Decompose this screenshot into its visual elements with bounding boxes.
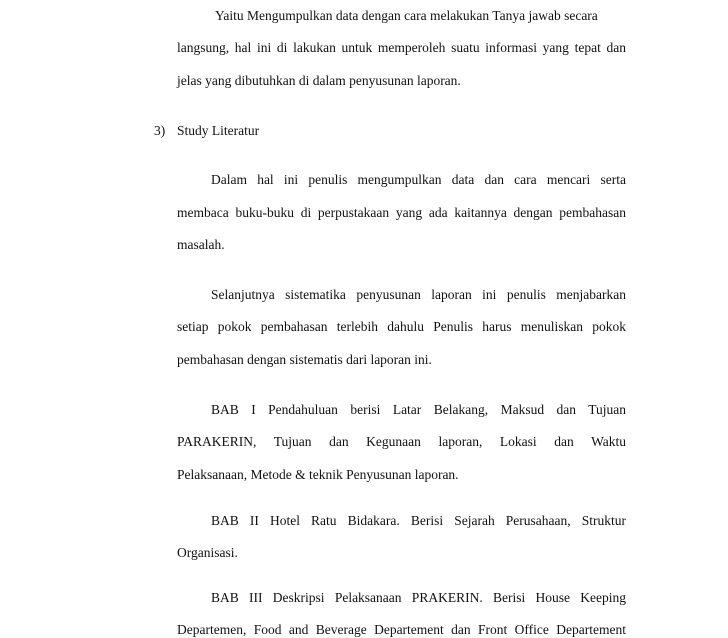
paragraph-1-line-3: jelas yang dibutuhkan di dalam penyusunan laporan. xyxy=(177,73,461,88)
paragraph-3-line-2: setiap pokok pembahasan terlebih dahulu Penulis harus menuliskan pokok xyxy=(177,319,626,334)
paragraph-1-line-1: Yaitu Mengumpulkan data dengan cara melakukan Tanya jawab secara xyxy=(215,8,598,23)
paragraph-4-line-3: Pelaksanaan, Metode & teknik Penyusunan laporan. xyxy=(177,467,459,482)
list-number-3: 3) xyxy=(154,123,166,138)
section-heading-study-literatur: Study Literatur xyxy=(177,123,260,138)
paragraph-3-line-3: pembahasan dengan sistematis dari laporan ini. xyxy=(177,352,432,367)
paragraph-4-line-2: PARAKERIN, Tujuan dan Kegunaan laporan, Lokasi dan Waktu xyxy=(177,434,626,449)
paragraph-3-line-1: Selanjutnya sistematika penyusunan laporan ini penulis menjabarkan xyxy=(211,287,626,302)
paragraph-2-line-2: membaca buku-buku di perpustakaan yang ada kaitannya dengan pembahasan xyxy=(177,205,626,220)
paragraph-1-line-2: langsung, hal ini di lakukan untuk memperoleh suatu informasi yang tepat dan xyxy=(177,40,626,55)
paragraph-6-line-2: Departemen, Food and Beverage Departement dan Front Office Departement xyxy=(177,622,626,637)
paragraph-6-line-1: BAB III Deskripsi Pelaksanaan PRAKERIN. Berisi House Keeping xyxy=(211,590,626,605)
paragraph-5-line-1: BAB II Hotel Ratu Bidakara. Berisi Sejarah Perusahaan, Struktur xyxy=(211,513,626,528)
paragraph-4-line-1: BAB I Pendahuluan berisi Latar Belakang, Maksud dan Tujuan xyxy=(211,402,626,417)
paragraph-5-line-2: Organisasi. xyxy=(177,545,238,560)
paragraph-2-line-1: Dalam hal ini penulis mengumpulkan data dan cara mencari serta xyxy=(211,172,626,187)
paragraph-2-line-3: masalah. xyxy=(177,237,225,252)
